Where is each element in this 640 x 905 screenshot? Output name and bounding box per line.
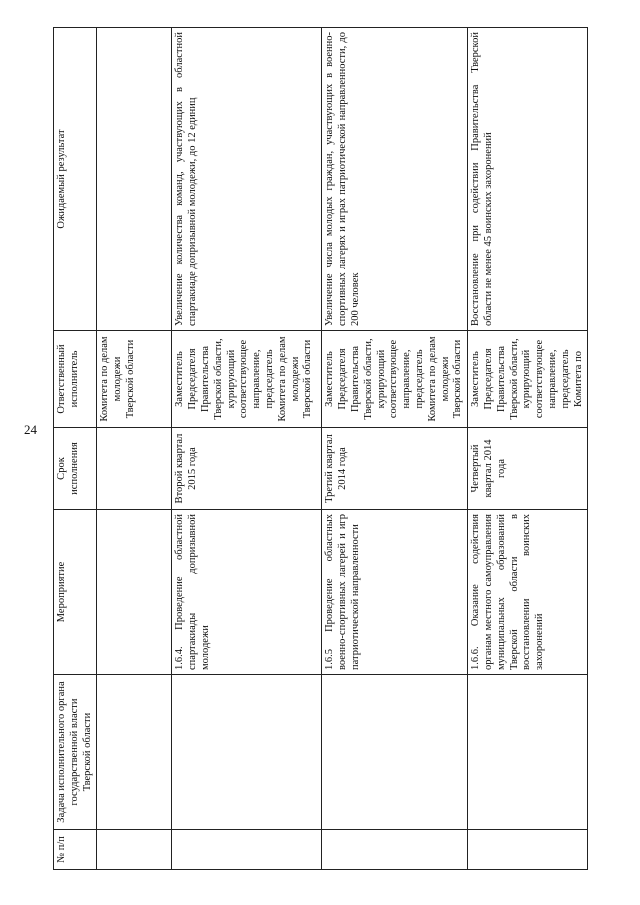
cell-term: Третий квартал 2014 года [322, 428, 468, 510]
header-num: № п/п [54, 830, 97, 870]
plan-table [53, 27, 588, 870]
cell-term: Четвертый квартал 2014 года [468, 428, 588, 510]
cell-result: Увеличение количества команд, участвующих в областной спартакиаде допризывной молодежи, до 12 единиц [172, 28, 322, 331]
header-event: Мероприятие [54, 510, 97, 675]
cell-task [468, 675, 588, 830]
cell-term: Второй квартал 2015 года [172, 428, 322, 510]
cell-event: 1.6.4. Проведение областной спартакиады допризывной молодежи [172, 510, 322, 675]
cell-num [172, 830, 322, 870]
cell-result: Увеличение числа молодых граждан, участвующих в военно-спортивных лагерях и играх патриотической направленности, до 200 человек [322, 28, 468, 331]
table-row [468, 28, 588, 870]
cell-task [172, 675, 322, 830]
cell-responsible: Комитета по делам молодежи Тверской области [97, 331, 172, 428]
cell-task [322, 675, 468, 830]
table-row [322, 28, 468, 870]
cell-num [468, 830, 588, 870]
table-row [172, 28, 322, 870]
page-number: 24 [24, 422, 37, 437]
cell-task [97, 675, 172, 830]
header-task: Задача исполнительного органа государственной власти Тверской области [54, 675, 97, 830]
header-term: Срок исполнения [54, 428, 97, 510]
cell-event: 1.6.5 Проведение областных военно-спортивных лагерей и игр патриотической направленности [322, 510, 468, 675]
cell-responsible: Заместитель Председателя Правительства Тверской области, курирующий соответствующее направление, председатель Комитета по делам молодежи Тверской области [172, 331, 322, 428]
header-responsible: Ответственный исполнитель [54, 331, 97, 428]
table-header-row [54, 28, 97, 870]
cell-responsible: Заместитель Председателя Правительства Тверской области, курирующий соответствующее направление, председатель Комитета по делам молодежи Тверской области [322, 331, 468, 428]
cell-result: Восстановление при содействии Правительства Тверской области не менее 45 воинских захоронений [468, 28, 588, 331]
table-rotated-container [53, 28, 584, 870]
cell-event: 1.6.6. Оказание содействия органам местного самоуправления муниципальных образований Тверской области в восстановлении воинских захоронений [468, 510, 588, 675]
cell-term [97, 428, 172, 510]
header-result: Ожидаемый результат [54, 28, 97, 331]
cell-num [322, 830, 468, 870]
cell-event [97, 510, 172, 675]
cell-responsible: Заместитель Председателя Правительства Тверской области, курирующий соответствующее направление, председатель Комитета по [468, 331, 588, 428]
table-row [97, 28, 172, 870]
cell-num [97, 830, 172, 870]
cell-result [97, 28, 172, 331]
